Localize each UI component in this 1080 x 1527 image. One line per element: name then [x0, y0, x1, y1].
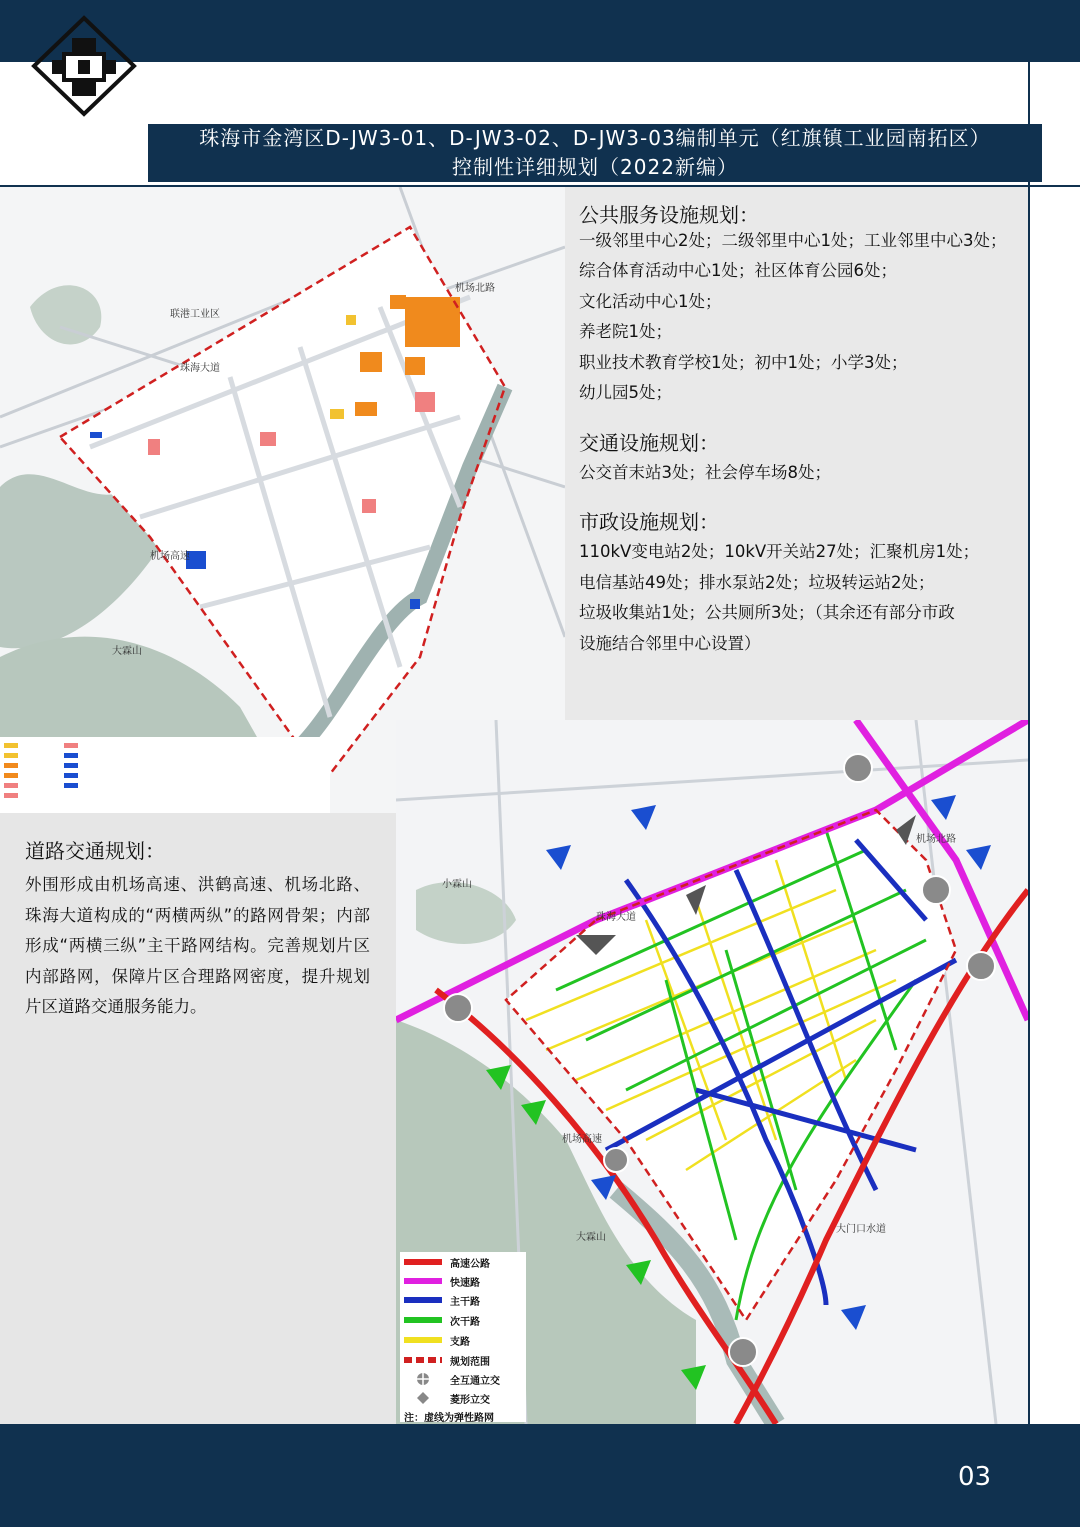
- public-services-line: 幼儿园5处；: [579, 383, 672, 402]
- road-planning-heading: 道路交通规划：: [25, 839, 165, 863]
- legend-item: [404, 1312, 480, 1328]
- legend-label: 规划范围: [450, 1356, 490, 1368]
- municipal-facilities-line: 垃圾收集站1处；公共厕所3处；（其余还有部分市政: [579, 603, 955, 622]
- map1-road-label: 机场北路: [455, 283, 495, 294]
- public-services-line: 文化活动中心1处；: [579, 291, 722, 311]
- municipal-facilities-line: 电信基站49处；排水泵站2处；垃圾转运站2处；: [579, 572, 935, 592]
- municipal-facilities-line: 设施结合邻里中心设置）: [579, 633, 761, 653]
- legend-item: [404, 1332, 470, 1348]
- public-services-line: 一级邻里中心2处；二级邻里中心1处；工业邻里中心3处；: [579, 231, 1007, 250]
- road-legend: [400, 1252, 526, 1422]
- transport-facilities-heading: 交通设施规划：: [579, 430, 719, 455]
- title-line-1: 珠海市金湾区D-JW3-01、D-JW3-02、D-JW3-03编制单元（红旗镇工业园南拓区）: [199, 126, 991, 150]
- legend-item: [404, 1292, 480, 1308]
- road-planning-panel: [0, 813, 396, 1424]
- public-services-line: 职业技术教育学校1处；初中1处；小学3处；: [579, 352, 908, 372]
- map2-road-label: 机场北路: [916, 834, 956, 845]
- map2-mountain-label: 小霖山: [442, 879, 472, 890]
- public-services-line: 综合体育活动中心1处；社区体育公园6处；: [579, 261, 897, 280]
- map1-road-label: 机场高速: [150, 551, 190, 562]
- bottom-banner: [0, 1424, 1080, 1527]
- public-services-heading: 公共服务设施规划：: [579, 203, 759, 227]
- facility-planning-panel: [565, 187, 1028, 720]
- map1-road-label: 联港工业区: [170, 309, 220, 320]
- map2-road-label: 大门口水道: [836, 1224, 886, 1235]
- page-number: 03: [958, 1462, 992, 1492]
- legend-item: [404, 1371, 500, 1387]
- map1-road-label: 珠海大道: [180, 363, 220, 374]
- legend-label: 全互通立交: [450, 1375, 500, 1387]
- building-emblem-icon: [30, 14, 138, 118]
- legend-label: 主干路: [450, 1296, 480, 1308]
- legend-item: [404, 1352, 490, 1368]
- legend-swatch: [404, 1259, 442, 1265]
- top-banner: [0, 0, 1080, 62]
- map2-road-label: 机场高速: [562, 1134, 602, 1145]
- legend-swatch: [404, 1317, 442, 1323]
- transport-facilities-line: 公交首末站3处；社会停车场8处；: [579, 462, 831, 482]
- legend-note: 注：虚线为弹性路网: [404, 1413, 494, 1424]
- legend-label: 支路: [450, 1336, 470, 1348]
- legend-swatch: [404, 1278, 442, 1284]
- map2-road-label: 珠海大道: [596, 912, 636, 923]
- diamond-interchange-icon: [404, 1391, 442, 1405]
- legend-item: [404, 1390, 490, 1406]
- legend-item: [404, 1254, 490, 1270]
- road-planning-body: 外围形成由机场高速、洪鹤高速、机场北路、珠海大道构成的“两横两纵”的路网骨架；内部形成“两横三纵”主干路网结构。完善规划片区内部路网，保障片区合理路网密度，提升规划片区道路交通服务能力。: [25, 875, 370, 1016]
- legend-label: 高速公路: [450, 1258, 490, 1270]
- legend-label: 快速路: [450, 1277, 480, 1289]
- public-services-line: 养老院1处；: [579, 322, 672, 341]
- legend-swatch: [404, 1297, 442, 1303]
- interchange-icon: [404, 1372, 442, 1386]
- right-border-line: [1028, 62, 1030, 1424]
- legend-item: [404, 1273, 480, 1289]
- legend-swatch: [404, 1337, 442, 1343]
- document-title: [148, 124, 1042, 182]
- map2-mountain-label: 大霖山: [576, 1232, 606, 1243]
- map1-mountain-label: 大霖山: [112, 646, 142, 657]
- legend-swatch: [404, 1357, 442, 1363]
- title-line-2: 控制性详细规划（2022新编）: [452, 155, 738, 179]
- legend-label: 菱形立交: [450, 1394, 490, 1406]
- municipal-facilities-heading: 市政设施规划：: [579, 510, 719, 534]
- legend-label: 次干路: [450, 1316, 480, 1328]
- municipal-facilities-line: 110kV变电站2处；10kV开关站27处；汇聚机房1处；: [579, 542, 980, 561]
